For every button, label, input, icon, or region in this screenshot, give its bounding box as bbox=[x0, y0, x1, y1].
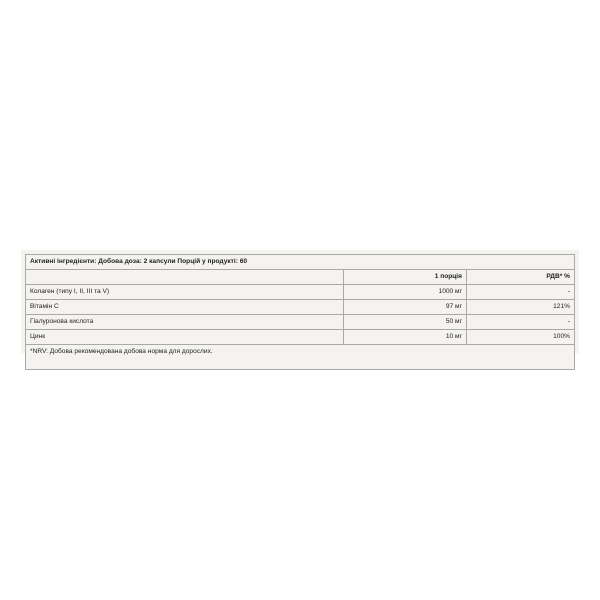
table-header-row bbox=[26, 270, 575, 285]
ingredient-amount: 10 мг bbox=[344, 330, 467, 345]
ingredient-amount: 50 мг bbox=[344, 315, 467, 330]
ingredient-name: Вітамін С bbox=[26, 300, 344, 315]
supplement-facts-table bbox=[25, 254, 575, 370]
table-footnote-row bbox=[26, 345, 575, 370]
ingredient-name: Колаген (типу I, II, III та V) bbox=[26, 285, 344, 300]
table-row bbox=[26, 285, 575, 300]
table-footnote: *NRV: Добова рекомендована добова норма для дорослих. bbox=[26, 345, 575, 370]
header-rdv: РДВ* % bbox=[467, 270, 575, 285]
ingredient-amount: 1000 мг bbox=[344, 285, 467, 300]
ingredient-rdv: 100% bbox=[467, 330, 575, 345]
ingredient-name: Цинк bbox=[26, 330, 344, 345]
table-title: Активні інгредієнти: Добова доза: 2 капсули Порцій у продукті: 60 bbox=[26, 255, 575, 270]
header-serving: 1 порція bbox=[344, 270, 467, 285]
table-title-row bbox=[26, 255, 575, 270]
ingredient-rdv: - bbox=[467, 315, 575, 330]
ingredient-rdv: - bbox=[467, 285, 575, 300]
table-row bbox=[26, 330, 575, 345]
table-row bbox=[26, 300, 575, 315]
header-ingredient bbox=[26, 270, 344, 285]
ingredient-amount: 97 мг bbox=[344, 300, 467, 315]
ingredient-rdv: 121% bbox=[467, 300, 575, 315]
ingredient-name: Гіалуронова кислота bbox=[26, 315, 344, 330]
table-row bbox=[26, 315, 575, 330]
